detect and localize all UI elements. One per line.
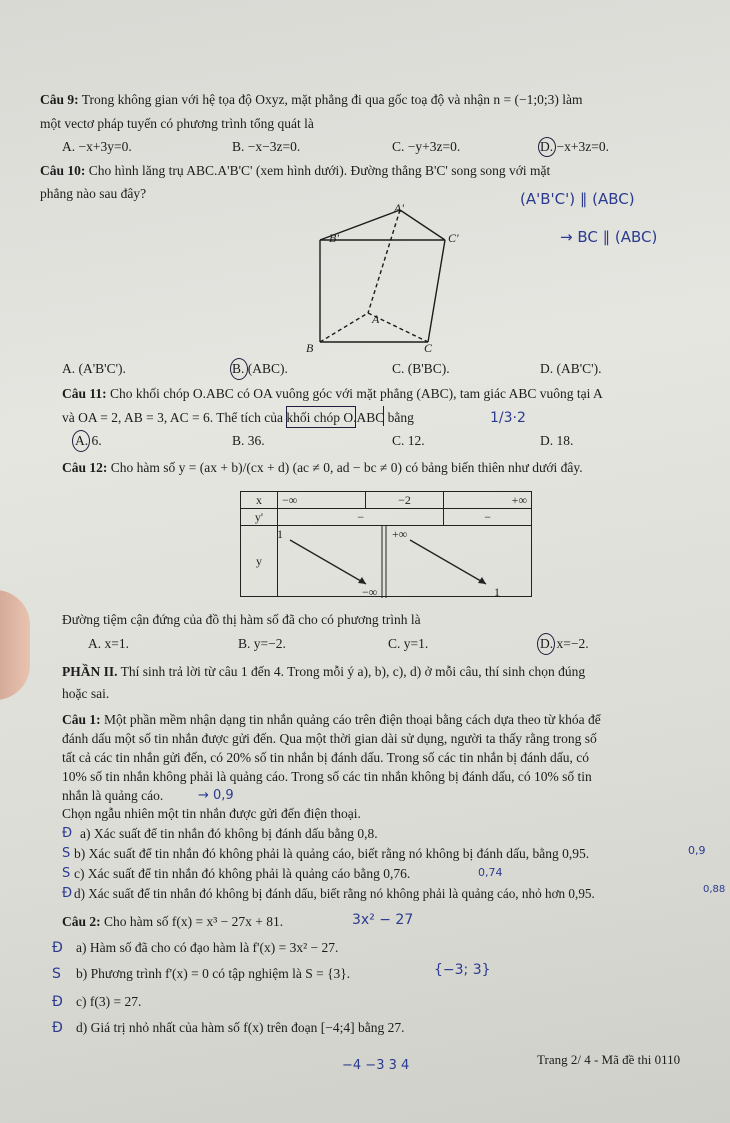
c2-handwriting: 3x² − 27: [352, 912, 414, 928]
q11-stem-2: và OA = 2, AB = 3, AC = 6. Thể tích của khối chóp O.ABC bằng: [62, 410, 414, 425]
c1-p1: Câu 1: Một phần mềm nhận dạng tin nhắn quảng cáo trên điện thoại bằng cách dựa theo từ khóa để: [62, 712, 601, 727]
q10-stem-1: Câu 10: Cho hình lăng trụ ABC.A'B'C' (xem hình dưới). Đường thẳng B'C' song song với mặt: [40, 163, 551, 178]
bbt-yp-right: −: [444, 509, 532, 526]
c2-a-mark: Đ: [52, 940, 63, 956]
q9-option-c: C. −y+3z=0.: [392, 139, 461, 154]
vertex-c: C: [424, 341, 433, 355]
bbt-y-right-bot: 1: [494, 585, 500, 599]
q10-handwriting-2: → BC ∥ (ABC): [560, 228, 658, 246]
vertex-a: A: [372, 312, 380, 326]
c2-b: b) Phương trình f'(x) = 0 có tập nghiệm là S = {3}.: [76, 966, 351, 981]
q10-option-a: A. (A'B'C').: [62, 361, 126, 376]
c1-c-mark: S: [62, 866, 71, 881]
q10-option-b: B. (ABC).: [232, 361, 288, 376]
c1-handwriting: → 0,9: [198, 788, 234, 803]
q12-ask: Đường tiệm cận đứng của đồ thị hàm số đã cho có phương trình là: [62, 612, 421, 627]
bbt-y-left-top: 1: [277, 527, 283, 541]
page-footer: Trang 2/ 4 - Mã đề thi 0110: [537, 1052, 681, 1067]
bbt-y-left-bot: −∞: [362, 585, 378, 599]
answer-circle: [230, 358, 248, 380]
c1-p2: đánh dấu một số tin nhắn được gửi đến. Qua một thời gian dài sử dụng, người ta thấy rằng trong số: [62, 731, 597, 746]
c1-p6: Chọn ngẫu nhiên một tin nhắn được gửi đến điện thoại.: [62, 806, 361, 821]
c1-p3: tất cả các tin nhắn gửi đến, có 20% số tin nhắn bị đánh dấu. Trong số các tin nhắn bị đánh dấu, có: [62, 750, 589, 765]
c1-d-mark: Đ: [62, 886, 73, 901]
c1-p4: 10% số tin nhắn không phải là quảng cáo. Trong số các tin nhắn không bị đánh dấu, có 10% số tin: [62, 769, 592, 784]
q12-option-c: C. y=1.: [388, 636, 429, 651]
q11-option-d: D. 18.: [540, 433, 574, 448]
answer-circle: [537, 633, 555, 655]
c1-b-mark: S: [62, 846, 71, 861]
bbt-x-minf: −∞: [278, 492, 366, 509]
vertex-b: B: [306, 341, 314, 355]
vertex-b1: B': [329, 231, 339, 245]
ink-box: [286, 406, 356, 428]
c2-a: a) Hàm số đã cho có đạo hàm là f'(x) = 3x² − 27.: [76, 940, 339, 955]
bbt-y-right-top: +∞: [392, 527, 408, 541]
bbt-yp-left: −: [278, 509, 444, 526]
q11-option-c: C. 12.: [392, 433, 425, 448]
bbt-x-pinf: +∞: [444, 492, 532, 509]
q10-option-c: C. (B'BC).: [392, 361, 450, 376]
c2-b-note: {−3; 3}: [434, 962, 491, 978]
vertex-c1: C': [448, 231, 459, 245]
finger: [0, 590, 30, 700]
c2-stem: Câu 2: Cho hàm số f(x) = x³ − 27x + 81.: [62, 914, 284, 929]
part2-intro-2: hoặc sai.: [62, 686, 110, 701]
c1-c: c) Xác suất để tin nhắn đó không phải là quảng cáo bằng 0,76.: [74, 866, 411, 881]
c1-b: b) Xác suất để tin nhắn đó không phải là quảng cáo, biết rằng nó không bị đánh dấu, bằng 0,95.: [74, 846, 590, 861]
q11-handwriting: 1/3·2: [490, 410, 526, 426]
q11-option-a: A. 6.: [75, 433, 102, 448]
c1-d: d) Xác suất để tin nhắn đó không bị đánh dấu, biết rằng nó không phải là quảng cáo, nhỏ hơn 0,95.: [74, 886, 595, 901]
q9-option-a: A. −x+3y=0.: [62, 139, 132, 154]
bbt-x-m2: −2: [365, 492, 444, 509]
c2-c: c) f(3) = 27.: [76, 994, 142, 1009]
answer-circle: [72, 430, 90, 452]
c1-c-note: 0,74: [478, 866, 503, 879]
c1-p5: nhắn là quảng cáo.: [62, 788, 164, 803]
q10-handwriting: (A'B'C') ∥ (ABC): [520, 190, 635, 208]
ink-divider: [383, 406, 384, 426]
c1-a: a) Xác suất để tin nhắn đó không bị đánh dấu bằng 0,8.: [80, 826, 378, 841]
vertex-a1: A': [394, 201, 404, 215]
q11-stem-1: Câu 11: Cho khối chóp O.ABC có OA vuông góc với mặt phẳng (ABC), tam giác ABC vuông tại A: [62, 386, 603, 401]
q11-option-b: B. 36.: [232, 433, 265, 448]
q9-option-b: B. −x−3z=0.: [232, 139, 301, 154]
q9-stem-1: Câu 9: Trong không gian với hệ tọa độ Oxyz, mặt phẳng đi qua gốc toạ độ và nhận n = (−1;0;3) làm: [40, 92, 583, 107]
q10-option-d: D. (AB'C').: [540, 361, 602, 376]
bbt-yp-label: y': [241, 509, 278, 526]
c2-c-mark: Đ: [52, 994, 63, 1010]
q12-option-a: A. x=1.: [88, 636, 129, 651]
part2-intro-1: PHẦN II. Thí sinh trả lời từ câu 1 đến 4. Trong mỗi ý a), b), c), d) ở mỗi câu, thí sinh chọn đúng: [62, 664, 586, 679]
q12-option-d: D. x=−2.: [540, 636, 589, 651]
q12-option-b: B. y=−2.: [238, 636, 286, 651]
q10-stem-2: phẳng nào sau đây?: [40, 186, 147, 201]
prism-figure: [290, 198, 470, 358]
q9-stem-2: một vectơ pháp tuyến có phương trình tổng quát là: [40, 116, 314, 131]
answer-circle: [538, 137, 556, 157]
c1-b-note: 0,9: [688, 844, 706, 857]
q9-option-d: D. −x+3z=0.: [540, 139, 609, 154]
c2-d-mark: Đ: [52, 1020, 63, 1036]
bottom-handwriting: −4 −3 3 4: [342, 1058, 410, 1073]
q12-stem: Câu 12: Cho hàm số y = (ax + b)/(cx + d) (ac ≠ 0, ad − bc ≠ 0) có bảng biến thiên như dưới đây.: [62, 460, 583, 475]
bbt-y-label: y: [241, 526, 278, 597]
c1-d-note: 0,88: [703, 884, 726, 895]
c1-a-mark: Đ: [62, 826, 73, 841]
bbt-x-label: x: [241, 492, 278, 509]
c2-b-mark: S: [52, 966, 61, 982]
c2-d: d) Giá trị nhỏ nhất của hàm số f(x) trên đoạn [−4;4] bằng 27.: [76, 1020, 405, 1035]
